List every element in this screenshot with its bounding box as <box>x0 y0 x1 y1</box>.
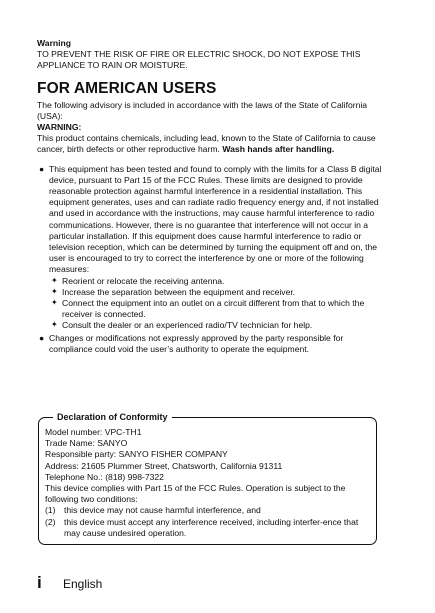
address: Address: 21605 Plummer Street, Chatsworth, California 91311 <box>45 460 283 471</box>
measures-list <box>49 276 385 332</box>
bullet-icon: ● <box>39 332 45 343</box>
declaration-title: Declaration of Conformity <box>53 411 172 423</box>
prop65-text: This product contains chemicals, including lead, known to the State of California to cause cancer, birth defects or other reproductive harm. <box>37 133 376 155</box>
warning-label: WARNING: <box>37 122 82 133</box>
diamond-bullet-icon: ✦ <box>51 320 58 330</box>
measure-text: Reorient or relocate the receiving antenna. <box>62 275 225 286</box>
warning-title: Warning <box>37 38 72 48</box>
model-number: Model number: VPC-TH1 <box>45 427 142 437</box>
condition-text: this device must accept any interference received, including interfer-ence that may cause undesired operation. <box>64 516 359 538</box>
warning-text: TO PREVENT THE RISK OF FIRE OR ELECTRIC SHOCK, DO NOT EXPOSE THIS APPLIANCE TO RAIN OR MOISTURE. <box>37 49 361 71</box>
diamond-bullet-icon: ✦ <box>51 286 58 296</box>
list-item <box>49 298 385 320</box>
list-item <box>37 164 385 332</box>
page-number: i <box>37 573 42 592</box>
condition-number: (1) <box>45 505 56 516</box>
section-heading: FOR AMERICAN USERS <box>37 79 217 97</box>
advisory-list <box>37 164 385 355</box>
list-item <box>45 517 370 539</box>
prop65-warning <box>37 133 385 155</box>
list-item <box>37 333 385 355</box>
prop65-bold: Wash hands after handling. <box>222 144 335 155</box>
bullet-icon: ● <box>39 163 45 174</box>
measure-text: Increase the separation between the equipment and receiver. <box>62 286 296 297</box>
trade-name: Trade Name: SANYO <box>45 438 128 449</box>
declaration-box <box>38 412 377 545</box>
diamond-bullet-icon: ✦ <box>51 298 58 308</box>
diamond-bullet-icon: ✦ <box>51 275 58 285</box>
list-item <box>49 276 385 287</box>
telephone: Telephone No.: (818) 998-7322 <box>45 471 164 482</box>
compliance-statement: This device complies with Part 15 of the FCC Rules. Operation is subject to the following two conditions: <box>45 483 346 505</box>
document-body <box>37 38 385 356</box>
language-label: English <box>63 577 103 591</box>
condition-text: this device may not cause harmful interference, and <box>64 505 261 516</box>
list-item <box>49 287 385 298</box>
list-item <box>45 505 370 516</box>
measure-text: Connect the equipment into an outlet on a circuit different from that to which the receiver is connected. <box>62 298 365 320</box>
advisory-intro: The following advisory is included in accordance with the laws of the State of California (USA): <box>37 99 368 121</box>
measure-text: Consult the dealer or an experienced radio/TV technician for help. <box>62 320 313 331</box>
list-item <box>49 320 385 331</box>
condition-number: (2) <box>45 516 56 527</box>
fcc-paragraph: This equipment has been tested and found to comply with the limits for a Class B digital device, pursuant to Part 15 of the FCC Rules. These limits are designed to provide reasonable protection against harmful interference in a residential installation. This equipment generates, uses and can radiate radio frequency energy and, if not installed and used in accordance with the instructions, may cause harmful interference to radio communications. However, there is no guarantee that interference will not occur in a particular installation. If this equipment does cause harmful interference to radio or television reception, which can be determined by turning the equipment off and on, the user is encouraged to try to correct the interference by one or more of the following measures: <box>49 163 382 275</box>
conditions-list <box>45 505 370 539</box>
responsible-party: Responsible party: SANYO FISHER COMPANY <box>45 449 228 460</box>
changes-paragraph: Changes or modifications not expressly approved by the party responsible for compliance could void the user’s authority to operate the equipment. <box>49 332 344 354</box>
